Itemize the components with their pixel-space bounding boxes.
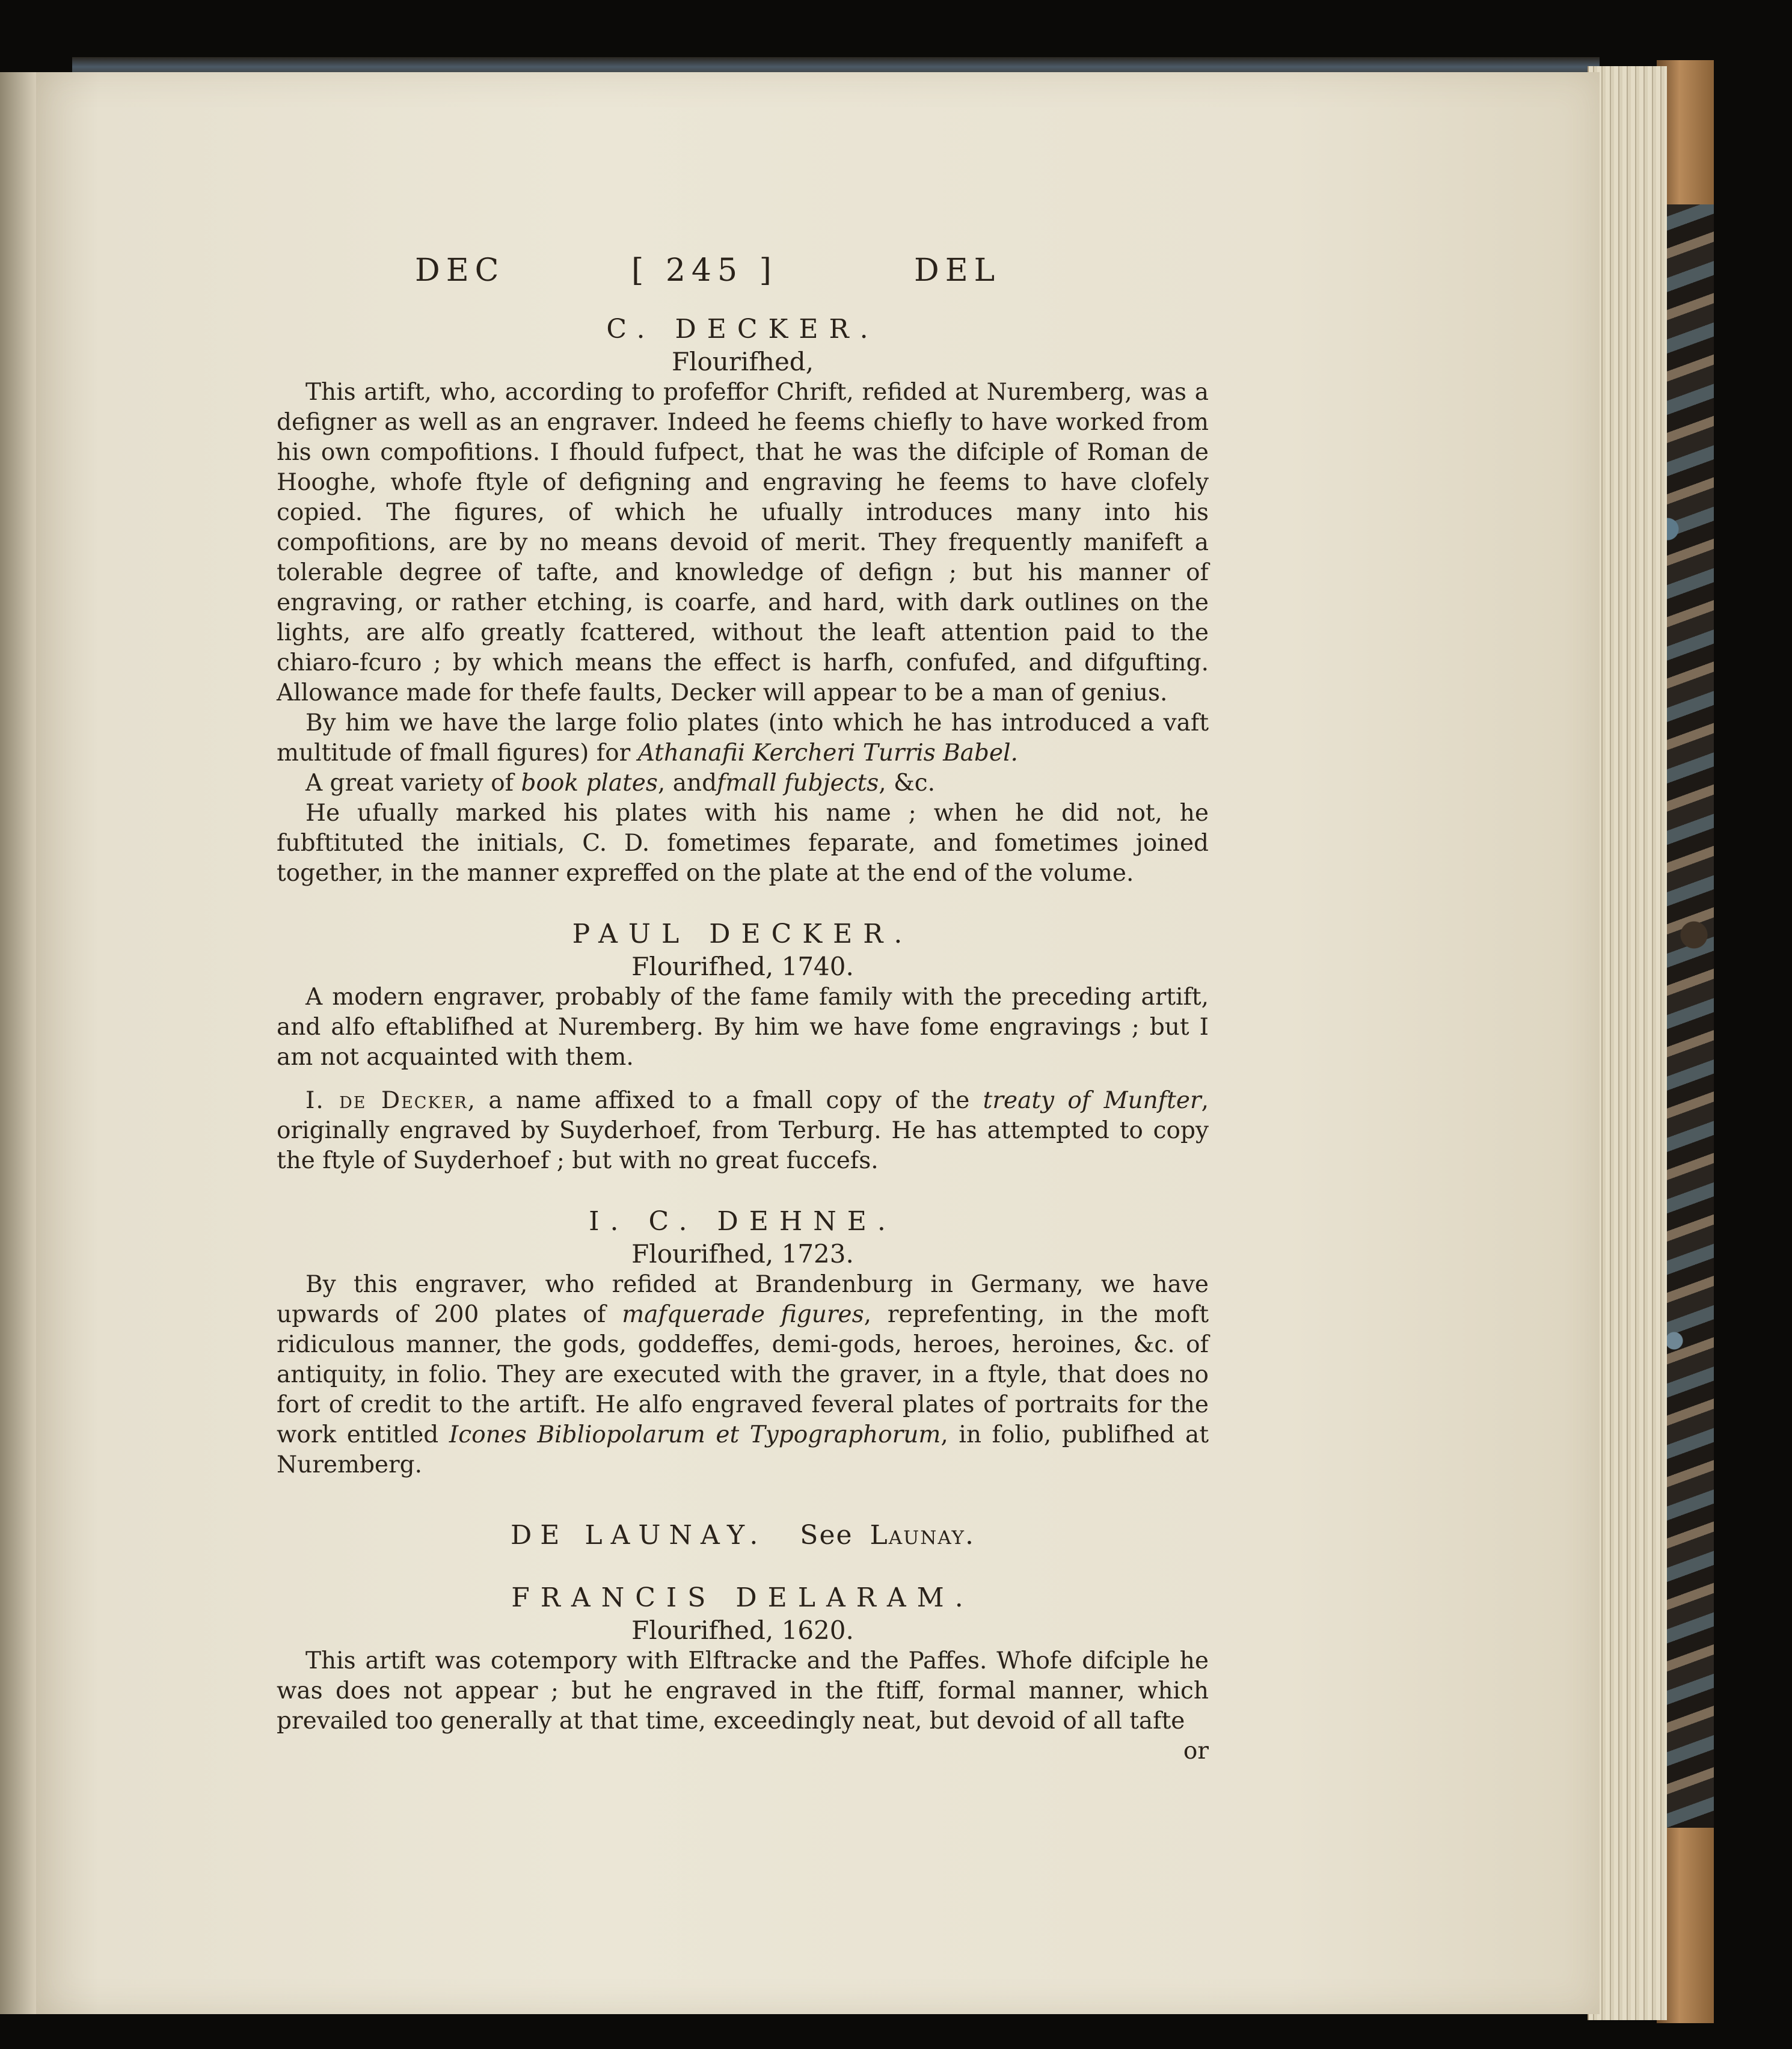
paragraph-c-decker-1: This artift, who, according to profeffor Chrift, refided at Nuremberg, was a defigner as well as an engraver. Indeed he feems chiefly to have worked from his own compofitions. I fhould fufpect, that he was the difciple of Roman de Hooghe, whofe ftyle of defigning and engraving he feems to have clofely copied. The figures, of which he ufually introduces many into his compofitions, are by no means devoid of merit. They frequently manifeft a tolerable degree of tafte, and knowledge of defign ; but his manner of engraving, or rather etching, is coarfe, and hard, with dark outlines on the lights, are alfo greatly fcattered, without the leaft attention paid to the chiaro-fcuro ; by which means the effect is harfh, confufed, and difgufting. Allowance made for thefe faults, Decker will appear to be a man of genius. bbox=[277, 379, 1209, 706]
cross-reference-name: DE LAUNAY. bbox=[511, 1520, 767, 1551]
cross-reference-see: See bbox=[800, 1520, 853, 1551]
name-small-caps: I. de Decker bbox=[305, 1087, 468, 1114]
paragraph-dehne bbox=[277, 1270, 1209, 1480]
entry-flourished-c-decker: Flourifhed, bbox=[671, 347, 814, 376]
entry-flourished-dehne: Flourifhed, 1723. bbox=[631, 1239, 854, 1269]
entry-heading-delaram: FRANCIS DELARAM. bbox=[511, 1582, 974, 1613]
paragraph-c-decker-4: He ufually marked his plates with his name ; when he did not, he fubftituted the initials, C. D. fometimes feparate, and fometimes joined together, in the manner expreffed on the plate at the end of the volume. bbox=[277, 800, 1209, 887]
running-head-right: DEL bbox=[914, 253, 1001, 289]
facing-page-edge bbox=[0, 72, 36, 2014]
catchword: or bbox=[1183, 1738, 1209, 1765]
page-text bbox=[277, 253, 1209, 1766]
text-run: , a name affixed to a fmall copy of the bbox=[467, 1087, 970, 1114]
entry-flourished-paul-decker: Flourifhed, 1740. bbox=[631, 952, 854, 981]
running-head-left: DEC bbox=[415, 253, 505, 289]
text-run: By this engraver, who refided at Brandenburg in Germany, we have upwards of 200 plates of bbox=[277, 1271, 1209, 1328]
entry-heading-dehne: I. C. DEHNE. bbox=[589, 1206, 897, 1237]
paragraph-delaram: This artift was cotempory with Elftracke and the Paffes. Whofe difciple he was does not appear ; but he engraved in the ftiff, formal manner, which prevailed too generally at that time, exceedingly neat, but devoid of all tafte bbox=[277, 1647, 1209, 1735]
italic-term: book plates bbox=[521, 770, 658, 797]
entry-flourished-delaram: Flourifhed, 1620. bbox=[631, 1616, 854, 1645]
entry-heading-paul-decker: PAUL DECKER. bbox=[572, 919, 913, 949]
italic-term: fmall fubjects bbox=[717, 770, 879, 797]
entry-heading-c-decker: C. DECKER. bbox=[606, 314, 879, 345]
italic-title: Athanafii Kercheri Turris Babel. bbox=[637, 740, 1018, 767]
italic-title: mafquerade figures bbox=[622, 1301, 864, 1328]
text-run: , in folio, publifhed at Nuremberg. bbox=[277, 1421, 1209, 1478]
text-run: , and bbox=[657, 770, 717, 797]
cross-reference-de-launay bbox=[277, 1519, 1209, 1552]
italic-title: treaty of Munfter bbox=[983, 1087, 1201, 1114]
text-run: , reprefenting, in the moft ridiculous manner, the gods, goddeffes, demi-gods, heroes, heroines, &c. of antiquity, in folio. They are executed with the graver, in a ftyle, that does no fort of credit to the artift. He alfo engraved feveral plates of portraits for the work entitled bbox=[277, 1301, 1209, 1448]
text-run: , &c. bbox=[879, 770, 936, 797]
text-run: A great variety of bbox=[305, 770, 514, 797]
page-number: [ 245 ] bbox=[631, 253, 778, 289]
paragraph-c-decker-3 bbox=[277, 768, 1209, 798]
paragraph-c-decker-2 bbox=[277, 708, 1209, 768]
running-head bbox=[277, 253, 1209, 313]
cross-reference-target: Launay. bbox=[870, 1520, 975, 1551]
text-run: By him we have the large folio plates (into which he has introduced a vaft multitude of fmall figures) for bbox=[277, 709, 1209, 767]
italic-title: Icones Bibliopolarum et Typographorum bbox=[449, 1421, 941, 1448]
text-run: , originally engraved by Suyderhoef, from Terburg. He has attempted to copy the ftyle of Suyderhoef ; but with no great fuccefs. bbox=[277, 1087, 1209, 1174]
paragraph-i-de-decker bbox=[277, 1086, 1209, 1176]
paragraph-paul-decker-1: A modern engraver, probably of the fame family with the preceding artift, and alfo eftablifhed at Nuremberg. By him we have fome engravings ; but I am not acquainted with them. bbox=[277, 984, 1209, 1071]
